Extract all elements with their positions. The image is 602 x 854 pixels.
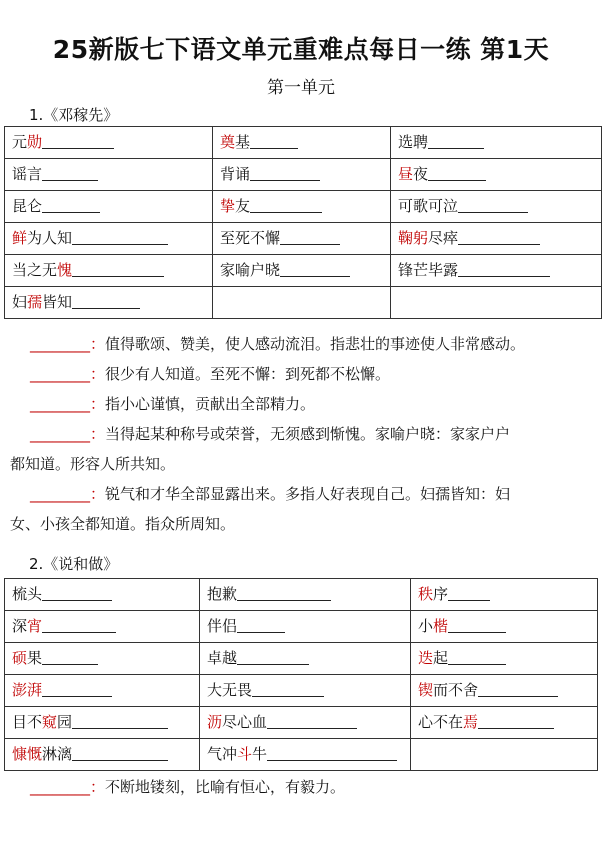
answer-blank: [42, 682, 112, 697]
word-text: 抱歉: [207, 585, 238, 603]
highlighted-character: 孺: [27, 293, 43, 311]
word-text: 尽心血: [222, 713, 268, 731]
highlighted-character: 昼: [398, 165, 414, 183]
answer-blank-label: ________：: [30, 395, 106, 413]
word-text: 淋漓: [42, 745, 73, 763]
word-cell: [200, 579, 411, 611]
highlighted-character: 奠: [220, 133, 236, 151]
definition-text: 很少有人知道。至死不懈：到死都不松懈。: [105, 365, 391, 383]
table-row: [5, 127, 602, 159]
word-cell: [411, 643, 598, 675]
answer-blank: [478, 682, 558, 697]
word-text: 友: [235, 197, 251, 215]
definition-line: [10, 772, 595, 802]
word-text: 皆知: [42, 293, 73, 311]
word-cell: [391, 191, 602, 223]
answer-blank: [72, 230, 168, 245]
word-text: 家喻户晓: [220, 261, 281, 279]
word-cell: [213, 287, 391, 319]
word-cell: [391, 223, 602, 255]
answer-blank: [458, 230, 540, 245]
table-row: [5, 287, 602, 319]
word-cell: [5, 223, 213, 255]
answer-blank: [237, 618, 285, 633]
answer-blank: [267, 746, 397, 761]
word-text: 背诵: [220, 165, 251, 183]
answer-blank: [448, 650, 506, 665]
word-text: 梳头: [12, 585, 43, 603]
answer-blank: [72, 294, 140, 309]
table-row: [5, 643, 598, 675]
answer-blank: [42, 166, 98, 181]
table-row: [5, 255, 602, 287]
word-cell: [411, 707, 598, 739]
answer-blank: [252, 682, 324, 697]
answer-blank: [250, 166, 320, 181]
page-title: 25新版七下语文单元重难点每日一练 第1天: [52, 35, 550, 64]
answer-blank: [237, 586, 331, 601]
section2-heading: 2.《说和做》: [29, 555, 119, 573]
word-cell: [200, 611, 411, 643]
section2-word-table: [4, 578, 598, 771]
word-cell: [411, 579, 598, 611]
word-cell: [213, 127, 391, 159]
answer-blank: [42, 586, 112, 601]
word-text: 夜: [413, 165, 429, 183]
word-text: 大无畏: [207, 681, 253, 699]
definition-text: 指小心谨慎，贡献出全部精力。: [105, 395, 316, 413]
highlighted-character: 宵: [27, 617, 43, 635]
word-cell: [5, 579, 200, 611]
word-text: 气冲: [207, 745, 238, 763]
word-cell: [5, 255, 213, 287]
answer-blank: [478, 714, 554, 729]
word-cell: [391, 255, 602, 287]
answer-blank: [72, 262, 164, 277]
word-cell: [5, 675, 200, 707]
word-text: 当之无: [12, 261, 58, 279]
highlighted-character: 焉: [463, 713, 479, 731]
definition-line: [10, 389, 595, 419]
word-text: 尽瘁: [428, 229, 459, 247]
word-cell: [5, 191, 213, 223]
definition-text: 锐气和才华全部显露出来。多指人好表现自己。妇孺皆知：妇: [105, 485, 511, 503]
answer-blank: [72, 714, 168, 729]
word-text: 妇: [12, 293, 28, 311]
highlighted-character: 窥: [42, 713, 58, 731]
word-cell: [213, 255, 391, 287]
word-cell: [5, 707, 200, 739]
word-cell: [200, 707, 411, 739]
highlighted-character: 挚: [220, 197, 236, 215]
highlighted-character: 澎湃: [12, 681, 43, 699]
table-row: [5, 223, 602, 255]
word-text: 起: [433, 649, 449, 667]
word-text: 为人知: [27, 229, 73, 247]
word-cell: [391, 287, 602, 319]
definition-continuation: 都知道。形容人所共知。: [10, 455, 176, 473]
highlighted-character: 楷: [433, 617, 449, 635]
highlighted-character: 秩: [418, 585, 434, 603]
definition-text: 当得起某种称号或荣誉，无须感到惭愧。家喻户晓：家家户户: [105, 425, 511, 443]
answer-blank-label: ________：: [30, 365, 106, 383]
table-row: [5, 739, 598, 771]
word-text: 目不: [12, 713, 43, 731]
word-cell: [411, 611, 598, 643]
definition-continuation: 女、小孩全都知道。指众所周知。: [10, 515, 236, 533]
word-cell: [5, 287, 213, 319]
answer-blank: [280, 262, 350, 277]
highlighted-character: 硕: [12, 649, 28, 667]
highlighted-character: 迭: [418, 649, 434, 667]
word-cell: [213, 159, 391, 191]
table-row: [5, 675, 598, 707]
table-row: [5, 707, 598, 739]
word-text: 园: [57, 713, 73, 731]
word-text: 锋芒毕露: [398, 261, 459, 279]
word-text: 昆仑: [12, 197, 43, 215]
section1-definitions: [10, 329, 595, 539]
answer-blank: [42, 650, 98, 665]
table-row: [5, 579, 598, 611]
definition-line: [10, 329, 595, 359]
word-text: 基: [235, 133, 251, 151]
table-row: [5, 611, 598, 643]
answer-blank-label: ________：: [30, 778, 106, 796]
answer-blank: [250, 198, 322, 213]
word-cell: [213, 191, 391, 223]
word-text: 小: [418, 617, 434, 635]
definition-line: [10, 479, 595, 509]
highlighted-character: 勋: [27, 133, 43, 151]
answer-blank: [42, 618, 116, 633]
definition-text: 值得歌颂、赞美，使人感动流泪。指悲壮的事迹使人非常感动。: [105, 335, 526, 353]
answer-blank-label: ________：: [30, 425, 106, 443]
answer-blank: [280, 230, 340, 245]
word-text: 卓越: [207, 649, 238, 667]
word-cell: [5, 159, 213, 191]
answer-blank: [428, 166, 486, 181]
word-cell: [5, 643, 200, 675]
word-text: 元: [12, 133, 28, 151]
word-text: 果: [27, 649, 43, 667]
highlighted-character: 鲜: [12, 229, 28, 247]
word-cell: [391, 159, 602, 191]
answer-blank: [458, 198, 528, 213]
word-text: 心不在: [418, 713, 464, 731]
answer-blank: [458, 262, 550, 277]
word-text: 而不舍: [433, 681, 479, 699]
highlighted-character: 锲: [418, 681, 434, 699]
word-cell: [5, 127, 213, 159]
word-cell: [213, 223, 391, 255]
highlighted-character: 沥: [207, 713, 223, 731]
answer-blank: [448, 618, 506, 633]
word-cell: [411, 675, 598, 707]
definition-text: 不断地镂刻，比喻有恒心，有毅力。: [105, 778, 346, 796]
answer-blank: [448, 586, 490, 601]
highlighted-character: 愧: [57, 261, 73, 279]
answer-blank: [42, 198, 100, 213]
word-text: 可歌可泣: [398, 197, 459, 215]
word-cell: [5, 611, 200, 643]
unit-subtitle: 第一单元: [267, 78, 335, 98]
answer-blank: [250, 134, 298, 149]
word-text: 谣言: [12, 165, 43, 183]
answer-blank: [428, 134, 484, 149]
section2-definitions: [10, 772, 595, 802]
answer-blank: [267, 714, 357, 729]
word-cell: [200, 739, 411, 771]
word-cell: [391, 127, 602, 159]
highlighted-character: 斗: [237, 745, 253, 763]
word-cell: [200, 643, 411, 675]
word-cell: [411, 739, 598, 771]
section1-heading: 1.《邓稼先》: [29, 106, 119, 124]
section1-word-table: [4, 126, 602, 319]
answer-blank: [42, 134, 114, 149]
word-text: 序: [433, 585, 449, 603]
word-text: 至死不懈: [220, 229, 281, 247]
definition-line: [10, 359, 595, 389]
word-text: 深: [12, 617, 28, 635]
table-row: [5, 159, 602, 191]
word-cell: [200, 675, 411, 707]
answer-blank: [72, 746, 168, 761]
word-text: 牛: [252, 745, 268, 763]
word-text: 选聘: [398, 133, 429, 151]
highlighted-character: 慷慨: [12, 745, 43, 763]
answer-blank-label: ________：: [30, 485, 106, 503]
word-cell: [5, 739, 200, 771]
answer-blank: [237, 650, 309, 665]
table-row: [5, 191, 602, 223]
answer-blank-label: ________：: [30, 335, 106, 353]
highlighted-character: 鞠躬: [398, 229, 429, 247]
definition-line: [10, 419, 595, 449]
word-text: 伴侣: [207, 617, 238, 635]
